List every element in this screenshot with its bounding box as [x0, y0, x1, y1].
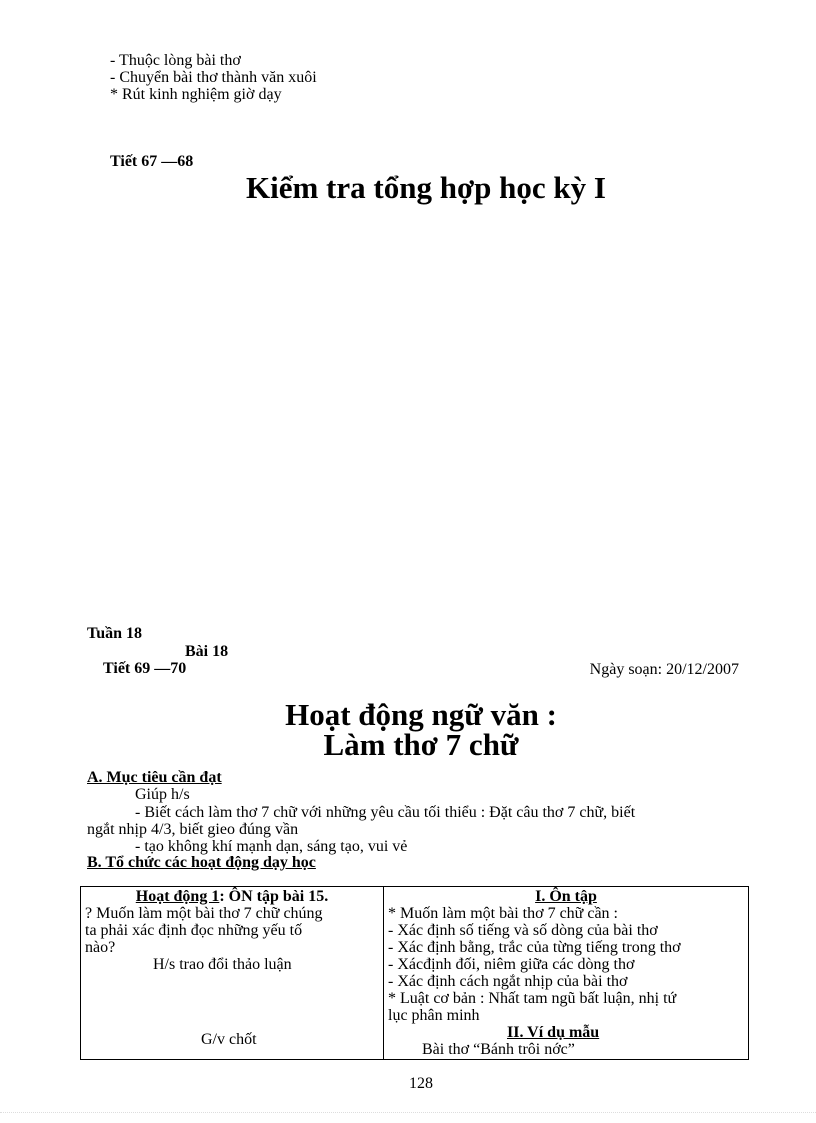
content-line: - Xácđịnh đối, niêm giữa các dòng thơ [388, 956, 635, 973]
organization-heading: B. Tổ chức các hoạt động dạy học [87, 854, 316, 871]
objectives-line: - Biết cách làm thơ 7 chữ với những yêu cầu tối thiểu : Đặt câu thơ 7 chữ, biết [135, 804, 636, 821]
example-heading: II. Ví dụ mẫu [507, 1024, 600, 1041]
section1-title: Kiểm tra tổng hợp học kỳ I [246, 170, 606, 205]
question-line: ? Muốn làm một bài thơ 7 chữ chúng [85, 905, 323, 922]
section2-title-line1: Hoạt động ngữ văn : [285, 697, 557, 732]
content-line: - Xác định bằng, trắc của từng tiếng trong thơ [388, 939, 681, 956]
section2-period: Tiết 69 —70 [103, 660, 187, 677]
content-cell [384, 887, 749, 1060]
objectives-line: - tạo không khí mạnh dạn, sáng tạo, vui vẻ [135, 838, 408, 855]
section1-period: Tiết 67 —68 [110, 153, 194, 170]
objectives-line: Giúp h/s [135, 786, 190, 803]
week-label: Tuần 18 [87, 625, 142, 642]
table-row [81, 887, 749, 1060]
top-list-item: - Chuyển bài thơ thành văn xuôi [110, 69, 317, 86]
lesson-table [80, 886, 749, 1060]
question-line: nào? [85, 939, 116, 956]
question-line: ta phải xác định đọc những yếu tố [85, 922, 303, 939]
preparation-date: Ngày soạn: 20/12/2007 [589, 661, 739, 678]
review-heading: I. Ôn tập [535, 888, 597, 905]
lesson-label: Bài 18 [185, 643, 229, 660]
objectives-heading: A. Mục tiêu cần đạt [87, 769, 222, 786]
discussion-note: H/s trao đổi thảo luận [153, 956, 292, 973]
top-list-item: * Rút kinh nghiệm giờ dạy [110, 86, 282, 103]
content-line: * Muốn làm một bài thơ 7 chữ cần : [388, 905, 618, 922]
page-number: 128 [409, 1075, 433, 1092]
activity-heading: Hoạt động 1: ÔN tập bài 15. [135, 888, 329, 905]
example-poem: Bài thơ “Bánh trôi nớc” [422, 1041, 575, 1058]
content-line: * Luật cơ bản : Nhất tam ngũ bất luận, nhị tứ [388, 990, 677, 1007]
section2-title-line2: Làm thơ 7 chữ [323, 727, 519, 762]
page-footer-divider [0, 1112, 816, 1113]
content-line: - Xác định số tiếng và số dòng của bài thơ [388, 922, 658, 939]
content-line: lục phân minh [388, 1007, 480, 1024]
conclusion-note: G/v chốt [201, 1031, 257, 1048]
teacher-student-activity-cell [81, 887, 384, 1060]
top-list-item: - Thuộc lòng bài thơ [110, 52, 241, 69]
content-line: - Xác định cách ngắt nhịp của bài thơ [388, 973, 628, 990]
objectives-line: ngắt nhịp 4/3, biết gieo đúng vần [87, 821, 299, 838]
